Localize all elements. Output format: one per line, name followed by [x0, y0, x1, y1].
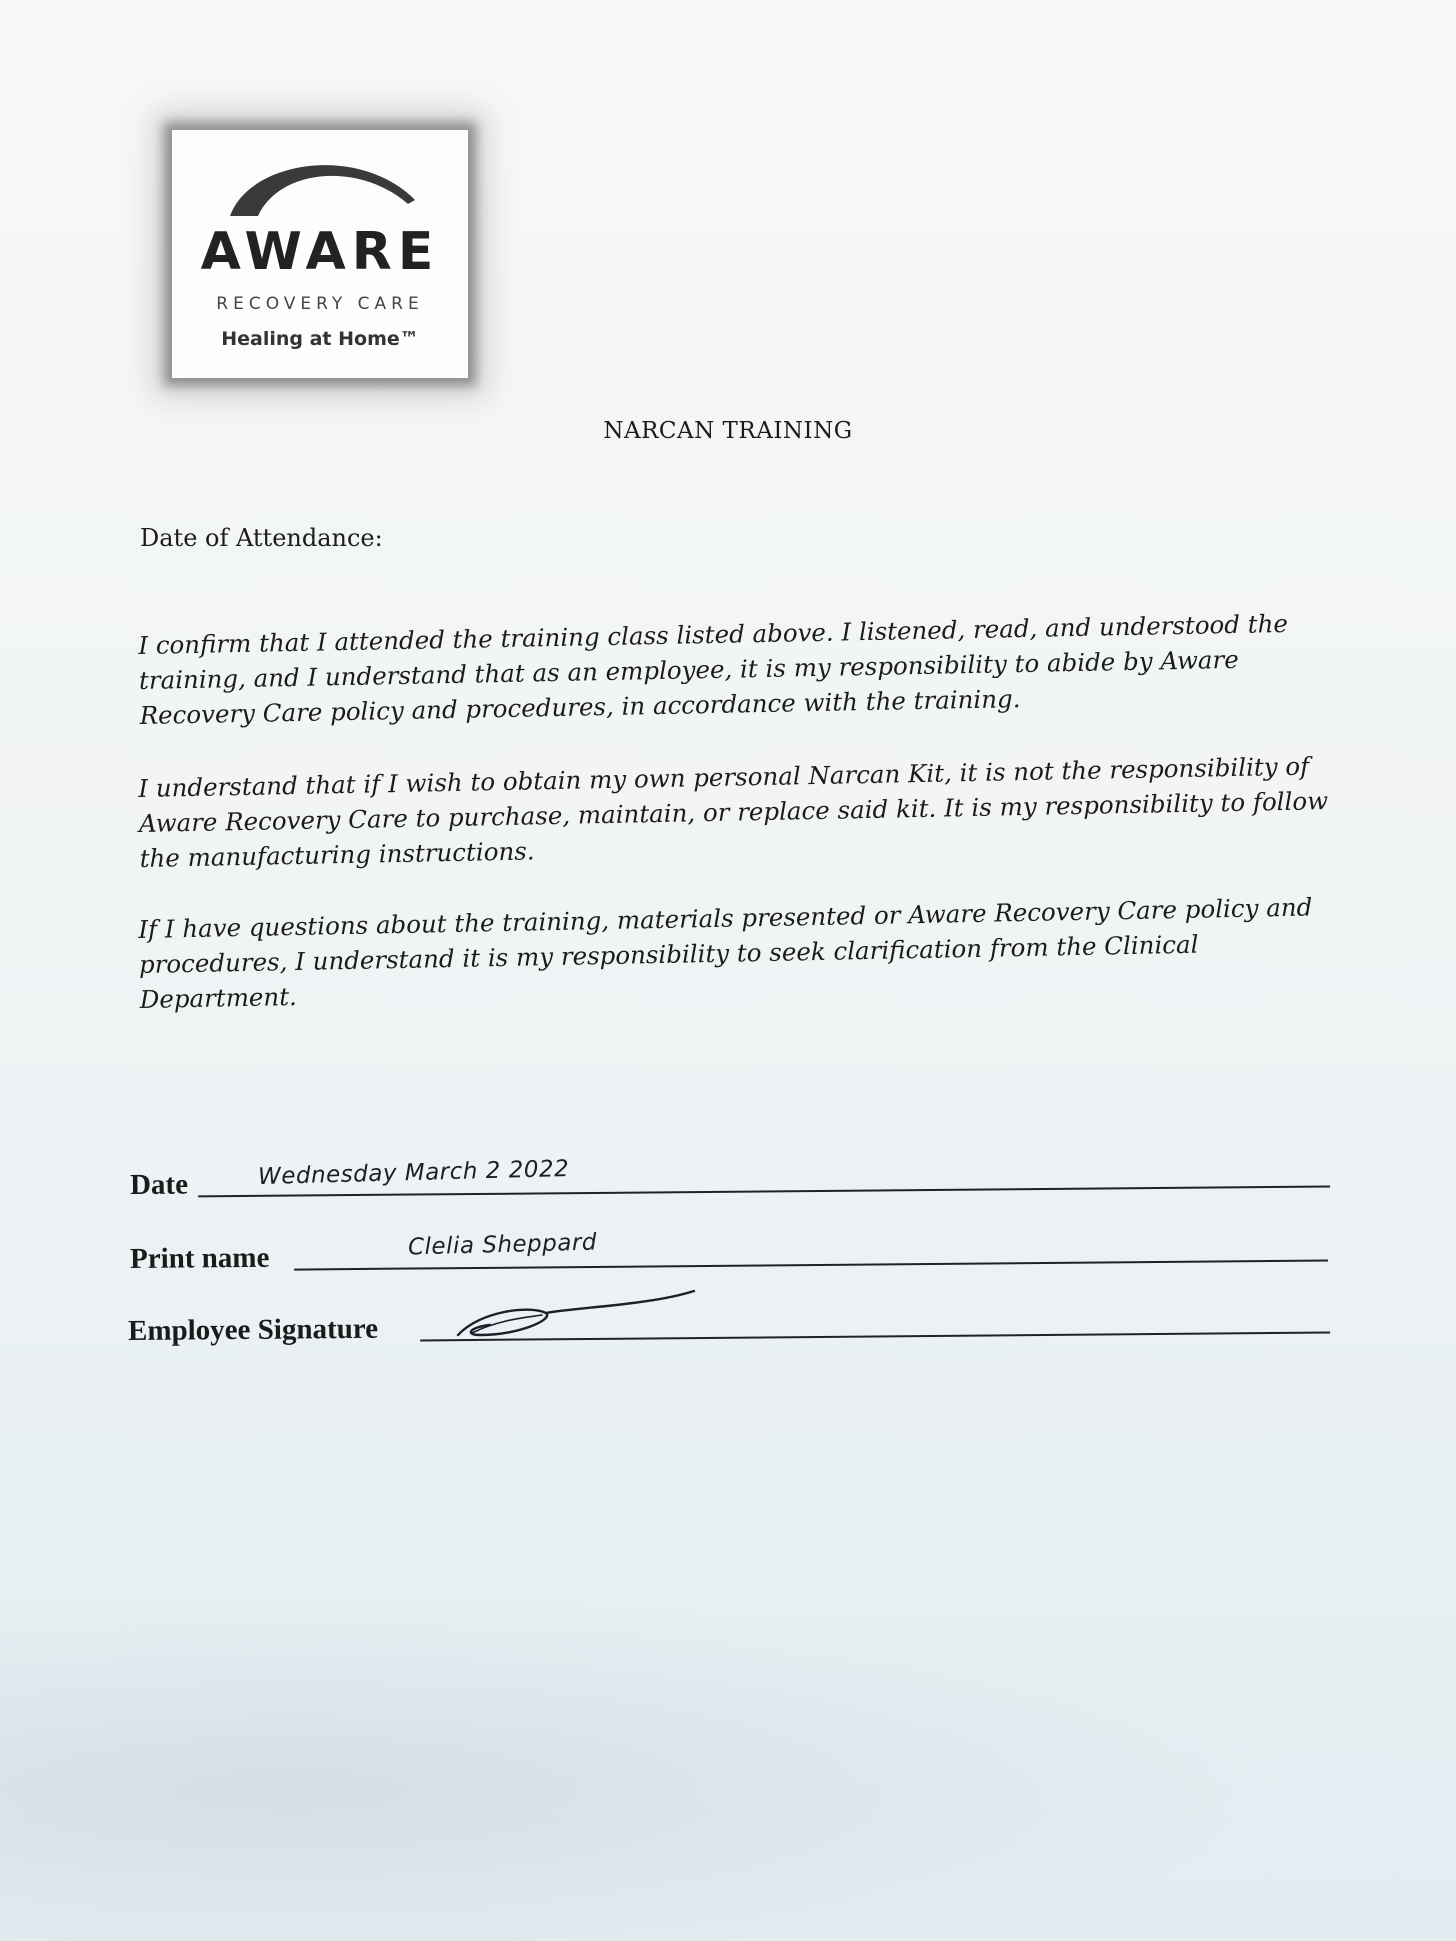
logo-subtitle: RECOVERY CARE	[216, 294, 424, 314]
company-logo	[172, 130, 468, 378]
print-name-value: Clelia Sheppard	[407, 1229, 598, 1261]
print-name-line	[294, 1260, 1328, 1271]
paper-shadow	[0, 1560, 1456, 1941]
print-name-label: Print name	[129, 1241, 270, 1275]
narcan-kit-paragraph: I understand that if I wish to obtain my own personal Narcan Kit, it is not the responsibility of Aware Recovery Care to purchase, maintain, or replace said kit. It is my responsibility to follow the manufacturing instructions.	[138, 751, 1329, 873]
logo-tagline: Healing at Home™	[221, 328, 419, 350]
date-line	[198, 1186, 1330, 1198]
logo-wordmark: AWARE	[200, 222, 440, 282]
confirmation-paragraph: I confirm that I attended the training class listed above. I listened, read, and understood the training, and I understand that as an employee, it is my responsibility to abide by Aware Recovery Care policy and procedures, in accordance with the training.	[138, 608, 1289, 730]
date-of-attendance-label: Date of Attendance:	[140, 524, 383, 552]
date-value: Wednesday March 2 2022	[257, 1155, 570, 1191]
signature-label: Employee Signature	[127, 1312, 379, 1347]
date-label: Date	[129, 1168, 189, 1201]
logo-arc-icon	[210, 148, 430, 218]
questions-paragraph: If I have questions about the training, materials presented or Aware Recovery Care policy and procedures, I understand it is my responsibility to seek clarification from the Clinical Department.	[138, 892, 1313, 1014]
document-title: NARCAN TRAINING	[603, 418, 853, 444]
signature-field[interactable]	[128, 1298, 1330, 1348]
handwritten-signature	[450, 1283, 710, 1343]
print-name-field[interactable]	[130, 1226, 1328, 1276]
